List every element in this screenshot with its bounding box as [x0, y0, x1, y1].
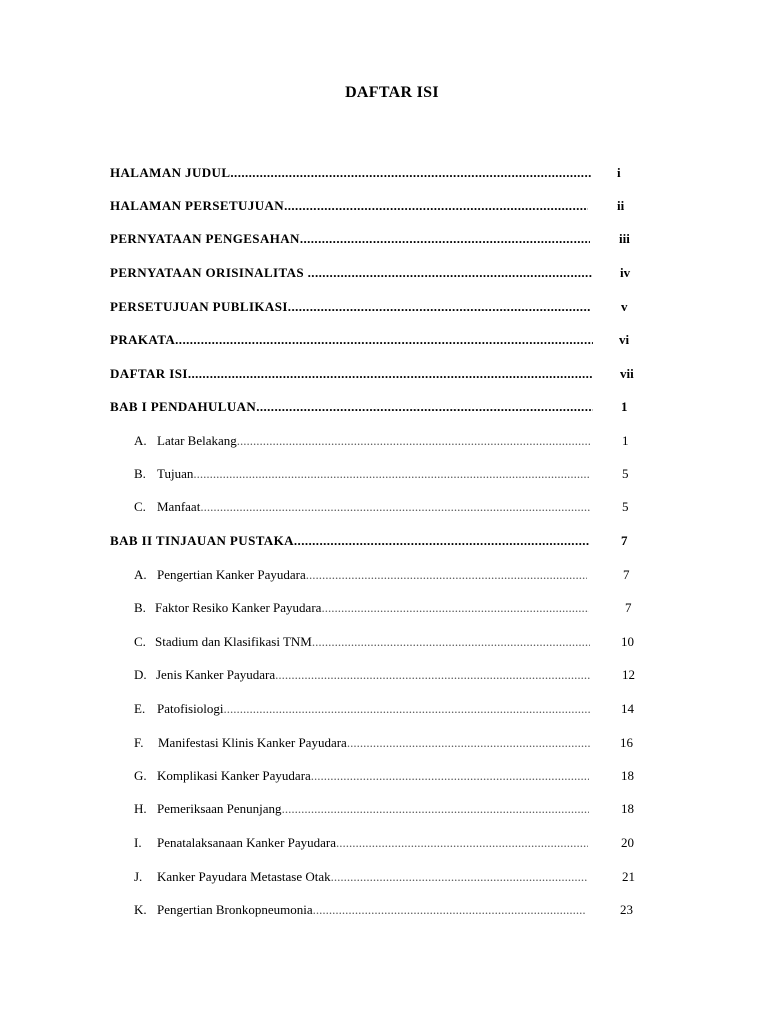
toc-entry-letter: K. [134, 902, 147, 917]
toc-entry-label: Jenis Kanker Payudara ..... [156, 665, 590, 685]
toc-entry-letter: B. [134, 466, 146, 481]
toc-entry-label: PERSETUJUAN PUBLIKASI ..... [110, 297, 591, 317]
toc-entry-page: 7 [621, 533, 628, 548]
toc-entry-letter: C. [134, 634, 146, 649]
toc-entry-page: 18 [621, 801, 634, 816]
toc-entry-letter: F. [134, 735, 144, 750]
toc-entry-label: Manifestasi Klinis Kanker Payudara ..... [158, 733, 590, 753]
toc-entry-page: i [617, 165, 621, 180]
toc-entry-label: PERNYATAAN PENGESAHAN ..... [110, 229, 590, 249]
toc-entry-page: 5 [622, 466, 629, 481]
toc-entry-letter: D. [134, 667, 147, 682]
toc-entry-page: 10 [621, 634, 634, 649]
toc-entry-label: Pengertian Kanker Payudara ..... [157, 565, 587, 585]
toc-entry-label: Penatalaksanaan Kanker Payudara ..... [157, 833, 588, 853]
toc-entry-label: BAB I PENDAHULUAN ..... [110, 397, 593, 417]
toc-entry-label: HALAMAN PERSETUJUAN ..... [110, 196, 588, 216]
toc-entry-page: vi [619, 332, 630, 347]
toc-entry-label: Patofisiologi ..... [157, 699, 590, 719]
toc-entry-page: 1 [621, 399, 628, 414]
toc-entry-page: v [621, 299, 628, 314]
toc-entry-page: 23 [620, 902, 633, 917]
toc-entry-label: Pemeriksaan Penunjang ..... [157, 799, 589, 819]
toc-entry-letter: A. [134, 433, 147, 448]
toc-entry-page: 18 [621, 768, 634, 783]
toc-entry-page: 20 [621, 835, 634, 850]
toc-entry-label: Manfaat ..... [157, 497, 590, 517]
toc-entry-label: PRAKATA ..... [110, 330, 593, 350]
toc-entry-page: 12 [622, 667, 635, 682]
toc-entry-label: Faktor Resiko Kanker Payudara ..... [155, 598, 589, 618]
page-title: DAFTAR ISI [345, 84, 439, 101]
toc-entry-letter: C. [134, 499, 146, 514]
toc-entry-page: 1 [622, 433, 629, 448]
toc-entry-page: 7 [623, 567, 630, 582]
toc-entry-letter: B. [134, 600, 146, 615]
toc-entry-page: 16 [620, 735, 633, 750]
toc-entry-label: Latar Belakang ..... [157, 431, 590, 451]
toc-entry-page: vii [620, 366, 634, 381]
toc-entry-label: Pengertian Bronkopneumonia ..... [157, 900, 585, 920]
toc-entry-page: 14 [621, 701, 634, 716]
toc-entry-letter: H. [134, 801, 147, 816]
toc-entry-letter: E. [134, 701, 146, 716]
toc-entry-label: PERNYATAAN ORISINALITAS ..... [110, 263, 592, 283]
toc-entry-label: Tujuan ..... [157, 464, 590, 484]
toc-entry-label: Kanker Payudara Metastase Otak ..... [157, 867, 587, 887]
toc-entry-letter: J. [134, 869, 143, 884]
toc-entry-letter: G. [134, 768, 147, 783]
toc-entry-label: DAFTAR ISI ..... [110, 364, 593, 384]
toc-entry-label: HALAMAN JUDUL ..... [110, 163, 592, 183]
toc-entry-label: BAB II TINJAUAN PUSTAKA ..... [110, 531, 590, 551]
toc-entry-page: 21 [622, 869, 635, 884]
toc-entry-page: ii [617, 198, 625, 213]
toc-entry-letter: I. [134, 835, 142, 850]
toc-entry-page: iii [619, 231, 630, 246]
toc-entry-label: Komplikasi Kanker Payudara ..... [157, 766, 589, 786]
toc-entry-letter: A. [134, 567, 147, 582]
toc-entry-label: Stadium dan Klasifikasi TNM ..... [155, 632, 590, 652]
toc-entry-page: iv [620, 265, 631, 280]
toc-entry-page: 5 [622, 499, 629, 514]
toc-entry-page: 7 [625, 600, 632, 615]
